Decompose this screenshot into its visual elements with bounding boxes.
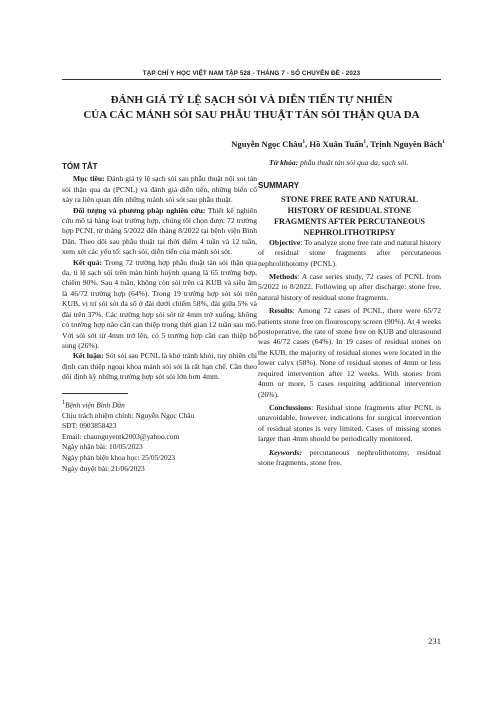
author-affiliation-mark: 1 [442, 139, 445, 146]
footnote-rule [62, 393, 128, 394]
title-line-1: ĐÁNH GIÁ TỶ LỆ SẠCH SỎI VÀ DIỄN TIẾN TỰ NHIÊN [110, 94, 393, 106]
vn-abstract-heading: TÓM TẮT [62, 162, 98, 171]
vn-results-text: Trong 72 trường hợp phẫu thuật tán sỏi thận qua da, tỉ lệ sạch sỏi trên màn hình huỳnh quang là 65 trường hợp, chiếm 90%. Sau 4 tuần, không còn sỏi trên cả KUB và siêu âm là 46/72 trường hợp (64%). Trong 19 trường hợp sót sỏi trên KUB, vị trí sỏi sót đa số ở đài dưới chiếm 58%, đài giữa 5% và đài trên 37%. Các trường hợp sỏi sót từ 4mm trở xuống, không có trường hợp nào cần can thiệp trong thời gian 12 tuần sau mổ. Với sỏi sót từ 4mm trở lên, có 5 trường hợp cần can thiệp bổ sung (26%). [62, 257, 258, 350]
vn-results-paragraph [62, 258, 257, 352]
en-objective-label: Objective [269, 237, 301, 247]
footnote-responsible: Chịu trách nhiệm chính: Nguyễn Ngọc Châu [62, 410, 195, 420]
vn-objective-label: Mục tiêu: [73, 174, 105, 184]
author-name: Trịnh Nguyên Bách [370, 139, 443, 149]
en-results-label: Results [269, 306, 293, 316]
left-column [62, 158, 257, 474]
vn-keywords-text: phẫu thuật tán sỏi qua da, sạch sỏi. [298, 158, 409, 167]
en-conclusions-paragraph [258, 403, 441, 445]
page-number: 231 [428, 636, 441, 646]
en-results-text: : Among 72 cases of PCNL, there were 65/72 patients stone free on flouroscopy screen (90%). At 4 weeks postoperative, the rate of stone free on KUB and ultrasound was 46/72 cases (64%). In 19 cases of residual stones on the KUB, the majority of residual stones were located in the lower calyx (58%). None of residual stones of 4mm or less required intervention after 12 weeks. With stones from 4mm or more, 5 cases requiring additional intervention (26%). [258, 306, 441, 399]
affiliation-mark: 1 [62, 399, 66, 406]
author-separator: , [366, 139, 371, 149]
author-separator: , [305, 139, 310, 149]
footnote-affiliation [62, 398, 257, 411]
author-name: Nguyễn Ngọc Châu [231, 139, 303, 149]
vn-keywords-paragraph [258, 158, 441, 168]
author-name: Hồ Xuân Tuấn [309, 139, 364, 149]
header-rule [62, 79, 441, 80]
vn-conclusion-text: Sót sỏi sau PCNL là khó tránh khỏi, tuy nhiên chỉ định can thiệp ngoại khoa mảnh sỏi sót là rất hạn chế. Cần theo dõi định kỳ những trường hợp sót sỏi lớn hơn 4mm. [62, 351, 257, 382]
footnote-phone: SĐT: 0903858423 [62, 421, 117, 431]
vn-conclusion-label: Kết luận: [73, 351, 104, 361]
title-line-2: CỦA CÁC MẢNH SỎI SAU PHẪU THUẬT TÁN SỎI THẬN QUA DA [83, 109, 420, 121]
affiliation-name: Bệnh viện Bình Dân [65, 400, 125, 409]
en-methods-label: Methods [269, 272, 298, 282]
article-title [40, 93, 463, 123]
vn-conclusion-paragraph [62, 351, 257, 382]
footnote-email: Email: chaunguyentk2003@yahoo.com [62, 431, 180, 441]
en-article-title: STONE FREE RATE AND NATURAL HISTORY OF RESIDUAL STONE FRAGMENTS AFTER PERCUTANEOUS NEPHROLITHOTRIPSY [274, 194, 425, 237]
vn-objective-text: Đánh giá tỷ lệ sạch sỏi sau phẫu thuật nội soi tán sỏi thận qua da (PCNL) và đánh giá diễn tiến, những biến cố xảy ra liên quan đến những mảnh sỏi sót sau phẫu thuật. [62, 174, 257, 205]
en-summary-heading: SUMMARY [258, 181, 300, 191]
en-objective-paragraph [258, 238, 441, 269]
en-methods-paragraph [258, 272, 441, 303]
en-objective-text: : To analyze stone free rate and natural history of residual stone fragments after percutaneous nephrolithotomy (PCNL). [258, 237, 441, 268]
footnote [62, 398, 257, 475]
vn-methods-text: Thiết kế nghiên cứu mô tả hàng loạt trường hợp, chúng tôi chọn được 72 trường hợp PCNL từ tháng 5/2022 đến tháng 8/2022 tại bệnh viện Bình Dân. Theo dõi sau phẫu thuật tại thời điểm 4 tuần và 12 tuần, xem xét các yếu tố: sạch sỏi, diễn tiến của mảnh sỏi sót. [62, 205, 257, 257]
en-results-paragraph [258, 306, 441, 400]
en-conclusions-text: : Residual stone fragments after PCNL is unavoidable, however, indications for surgical intervention of residual stones is very limited. Cases of missing stones larger than 4mm should be periodically monitored. [258, 402, 441, 444]
author-list [231, 139, 445, 149]
en-keywords-text: percutaneous nephrolithotomy, residual stone fragments, stone free. [258, 447, 441, 467]
footnote-received-date: Ngày nhận bài: 10/05/2023 [62, 442, 143, 452]
vn-results-label: Kết quả: [73, 257, 103, 267]
footnote-reviewed-date: Ngày phản biện khoa học: 25/05/2023 [62, 452, 176, 462]
footnote-approved-date: Ngày duyệt bài: 21/06/2023 [62, 463, 145, 473]
right-column [258, 158, 441, 468]
author-affiliation-mark: 1 [363, 139, 367, 146]
en-methods-text: : A case series study, 72 cases of PCNL from 5/2022 to 8/2022. Following up after discharge: stone free, natural history of residual stone fragments. [258, 272, 441, 302]
vn-methods-label: Đối tượng và phương pháp nghiên cứu: [73, 205, 206, 215]
en-keywords-label: Keywords: [269, 447, 302, 457]
vn-objective-paragraph [62, 174, 257, 205]
en-keywords-paragraph [258, 448, 441, 469]
running-head: TẠP CHÍ Y HỌC VIỆT NAM TẬP 528 - THÁNG 7 - SỐ CHUYÊN ĐỀ - 2023 [142, 70, 361, 77]
vn-keywords-label: Từ khóa: [269, 158, 299, 167]
en-conclusions-label: Conclussions [269, 402, 312, 412]
author-affiliation-mark: 1 [302, 139, 306, 146]
vn-methods-paragraph [62, 206, 257, 258]
